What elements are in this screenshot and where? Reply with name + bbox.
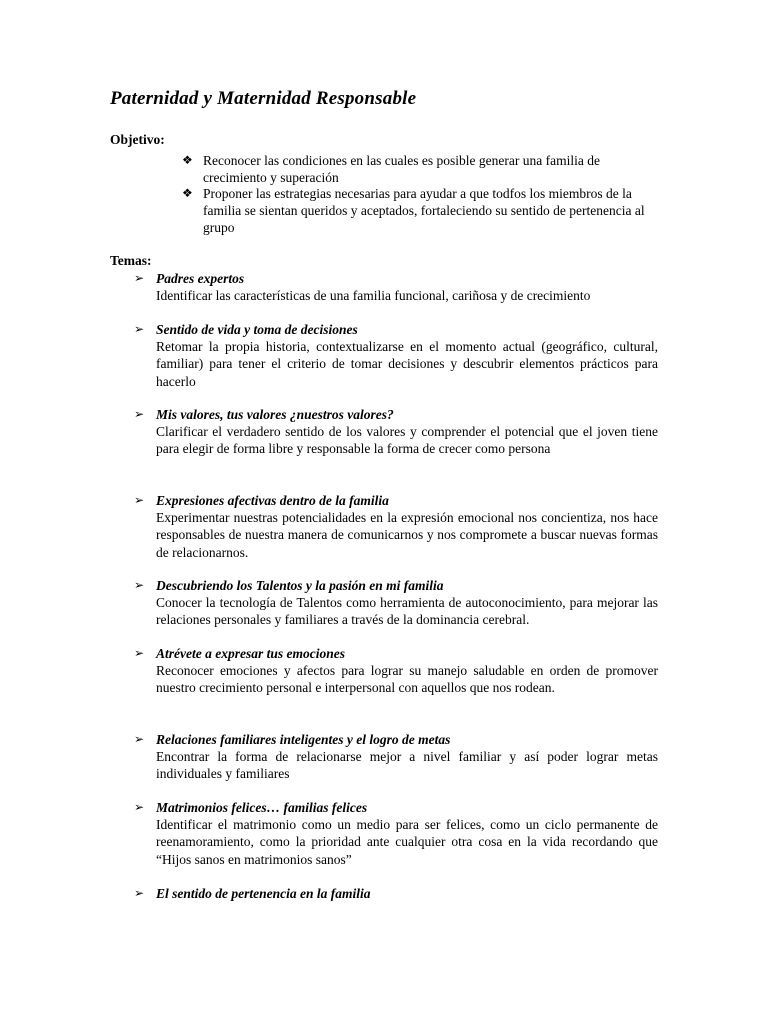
arrow-bullet-icon: ➢ xyxy=(134,271,145,285)
objetivo-text: Proponer las estrategias necesarias para ayudar a que todfos los miembros de la familia se sientan queridos y aceptados, fortaleciendo su sentido de pertenencia al grupo xyxy=(203,186,645,235)
tema-description: Conocer la tecnología de Talentos como herramienta de autoconocimiento, para mejorar las relaciones personales y familiares a través de la dominancia cerebral. xyxy=(156,595,658,628)
tema-item xyxy=(134,645,658,697)
page-title: Paternidad y Maternidad Responsable xyxy=(110,88,417,109)
tema-description: Retomar la propia historia, contextualizarse en el momento actual (geográfico, cultural, familiar) para tener el criterio de tomar decisiones y descubrir elementos prácticos para hacerlo xyxy=(156,339,658,389)
diamond-bullet-icon: ❖ xyxy=(182,153,193,167)
tema-item xyxy=(134,577,658,629)
arrow-bullet-icon: ➢ xyxy=(134,322,145,336)
tema-item xyxy=(134,406,658,458)
arrow-bullet-icon: ➢ xyxy=(134,886,145,900)
tema-item xyxy=(134,731,658,783)
tema-heading: Sentido de vida y toma de decisiones xyxy=(156,322,358,337)
temas-label: Temas: xyxy=(110,253,152,268)
tema-heading: Padres expertos xyxy=(156,271,245,286)
arrow-bullet-icon: ➢ xyxy=(134,732,145,746)
tema-heading: Matrimonios felices… familias felices xyxy=(156,800,368,815)
arrow-bullet-icon: ➢ xyxy=(134,646,145,660)
tema-item xyxy=(134,885,658,902)
tema-heading: Mis valores, tus valores ¿nuestros valores? xyxy=(156,407,394,422)
arrow-bullet-icon: ➢ xyxy=(134,800,145,814)
tema-item xyxy=(134,799,658,868)
tema-item xyxy=(134,492,658,561)
tema-description: Encontrar la forma de relacionarse mejor a nivel familiar y así poder lograr metas individuales y familiares xyxy=(156,749,658,782)
tema-item xyxy=(134,270,658,304)
tema-heading: Atrévete a expresar tus emociones xyxy=(156,646,345,661)
tema-description: Identificar las características de una familia funcional, cariñosa y de crecimiento xyxy=(156,288,591,304)
objetivo-item xyxy=(182,185,662,236)
arrow-bullet-icon: ➢ xyxy=(134,578,145,592)
tema-description: Clarificar el verdadero sentido de los valores y comprender el potencial que el joven tiene para elegir de forma libre y responsable la forma de crecer como persona xyxy=(156,424,658,457)
tema-description: Identificar el matrimonio como un medio para ser felices, como un ciclo permanente de reenamoramiento, como la prioridad ante cualquier otra cosa en la vida recordando que “Hijos sanos en matrimonios sanos” xyxy=(156,817,658,867)
diamond-bullet-icon: ❖ xyxy=(182,186,193,200)
tema-heading: El sentido de pertenencia en la familia xyxy=(156,886,371,901)
tema-description: Reconocer emociones y afectos para lograr su manejo saludable en orden de promover nuestro crecimiento personal e interpersonal con aquellos que nos rodean. xyxy=(156,663,658,696)
tema-heading: Expresiones afectivas dentro de la familia xyxy=(156,493,389,508)
tema-heading: Relaciones familiares inteligentes y el logro de metas xyxy=(156,732,451,747)
arrow-bullet-icon: ➢ xyxy=(134,407,145,421)
objetivo-item xyxy=(182,152,662,186)
tema-heading: Descubriendo los Talentos y la pasión en mi familia xyxy=(156,578,444,593)
objetivo-text: Reconocer las condiciones en las cuales es posible generar una familia de crecimiento y superación xyxy=(203,153,600,185)
tema-item xyxy=(134,321,658,390)
tema-description: Experimentar nuestras potencialidades en la expresión emocional nos concientiza, nos hace responsables de nuestra manera de comunicarnos y nos compromete a buscar nuevas formas de relacionarnos. xyxy=(156,510,658,560)
arrow-bullet-icon: ➢ xyxy=(134,493,145,507)
objetivo-label: Objetivo: xyxy=(110,132,165,147)
